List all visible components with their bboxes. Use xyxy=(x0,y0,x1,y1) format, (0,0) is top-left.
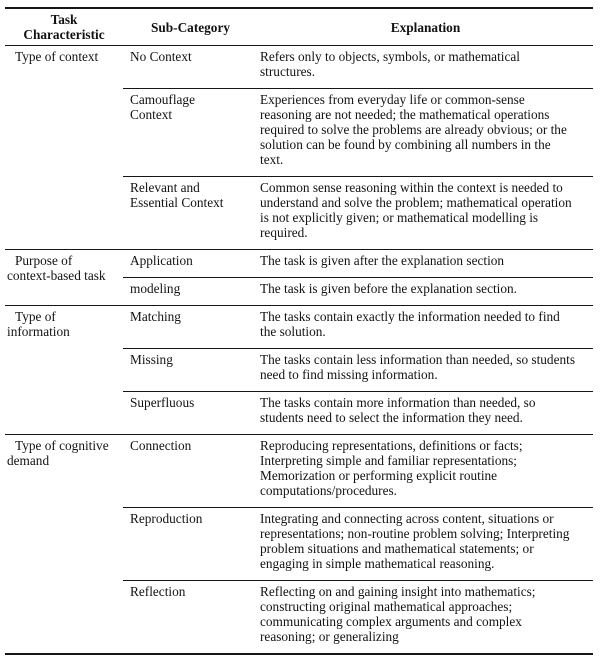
table-row xyxy=(5,250,593,278)
cell-explanation: The tasks contain more information than needed, so students need to select the information they need. xyxy=(258,392,593,435)
cell-explanation: The task is given after the explanation section xyxy=(258,250,593,278)
cell-explanation: Experiences from everyday life or common-sense reasoning are not needed; the mathematical operations required to solve the problems are already obvious; or the solution can be found by combining all numbers in the text. xyxy=(258,89,593,177)
col-header-task-characteristic: Task Characteristic xyxy=(5,8,123,46)
table-row xyxy=(5,306,593,349)
table-row xyxy=(5,435,593,508)
col-header-sub-category: Sub-Category xyxy=(123,8,258,46)
cell-explanation: Integrating and connecting across content, situations or representations; non-routine problem solving; Interpreting problem situations and mathematical statements; or engaging in simple mathematical reasoning. xyxy=(258,508,593,581)
cell-characteristic-purpose: Purpose of context-based task xyxy=(5,250,123,306)
col-header-explanation: Explanation xyxy=(258,8,593,46)
cell-explanation: Refers only to objects, symbols, or mathematical structures. xyxy=(258,46,593,89)
cell-explanation: The tasks contain exactly the information needed to find the solution. xyxy=(258,306,593,349)
cell-subcategory: Application xyxy=(123,250,258,278)
cell-explanation: The tasks contain less information than needed, so students need to find missing information. xyxy=(258,349,593,392)
cell-explanation: Common sense reasoning within the context is needed to understand and solve the problem; mathematical operation is not explicitly given; or mathematical modelling is required. xyxy=(258,177,593,250)
table-header-row xyxy=(5,8,593,46)
cell-explanation: Reflecting on and gaining insight into mathematics; constructing original mathematical approaches; communicating complex arguments and complex reasoning; or generalizing xyxy=(258,581,593,655)
cell-subcategory: Connection xyxy=(123,435,258,508)
cell-characteristic-type-of-information: Type of information xyxy=(5,306,123,435)
task-characteristics-table xyxy=(5,7,593,655)
cell-subcategory: Missing xyxy=(123,349,258,392)
cell-subcategory: No Context xyxy=(123,46,258,89)
cell-subcategory: Reflection xyxy=(123,581,258,655)
cell-subcategory: Relevant and Essential Context xyxy=(123,177,258,250)
cell-subcategory: modeling xyxy=(123,278,258,306)
cell-subcategory: Camouflage Context xyxy=(123,89,258,177)
cell-subcategory: Reproduction xyxy=(123,508,258,581)
table-row xyxy=(5,46,593,89)
cell-characteristic-type-of-context: Type of context xyxy=(5,46,123,250)
cell-explanation: Reproducing representations, definitions or facts; Interpreting simple and familiar representations; Memorization or performing explicit routine computations/procedures. xyxy=(258,435,593,508)
cell-subcategory: Matching xyxy=(123,306,258,349)
cell-characteristic-type-of-cognitive-demand: Type of cognitive demand xyxy=(5,435,123,655)
cell-subcategory: Superfluous xyxy=(123,392,258,435)
cell-explanation: The task is given before the explanation section. xyxy=(258,278,593,306)
